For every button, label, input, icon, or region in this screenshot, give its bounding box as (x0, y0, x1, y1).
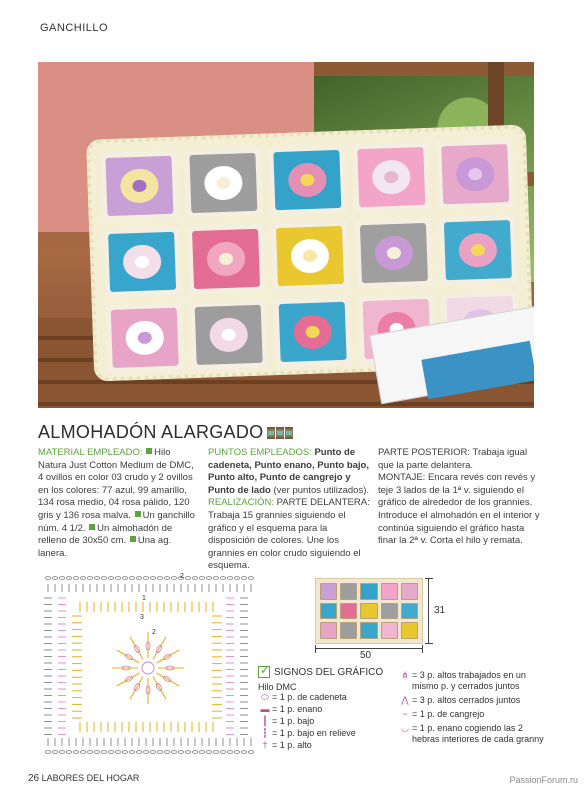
legend-item (398, 670, 544, 692)
cushion-text: Un almohadón de relleno de 30x50 cm. (38, 522, 173, 547)
chain-mark (80, 751, 85, 754)
granny-square (103, 227, 181, 298)
granny-flower (288, 163, 327, 198)
granny-flower (125, 320, 164, 355)
legend-title-text: SIGNOS DEL GRÁFICO (274, 666, 384, 678)
chain-mark (241, 577, 246, 580)
realization-label: REALIZACIÓN: (208, 497, 274, 509)
chain-mark (87, 751, 92, 754)
granny-center (138, 332, 152, 345)
scheme-cell (320, 603, 337, 620)
width-dimension-line (315, 648, 423, 649)
granny-ring (444, 220, 512, 280)
granny-ring (360, 223, 428, 283)
chain-mark (45, 751, 50, 754)
article-title: ALMOHADÓN ALARGADO (38, 422, 264, 442)
needle-text: Una ag. lanera. (38, 535, 172, 559)
materials-column (38, 447, 198, 560)
granny-square (436, 139, 514, 210)
petal-mark (130, 637, 143, 660)
legend-text: = 1 p. alto (272, 740, 312, 750)
granny-flower (209, 317, 248, 352)
chain-mark (234, 751, 239, 754)
relief-stitch-icon: ┇ (262, 728, 268, 738)
legend-item (258, 716, 378, 727)
chain-stitch-icon: ⬭ (261, 692, 269, 702)
height-dimension-label: 31 (434, 605, 446, 616)
chain-mark (66, 577, 71, 580)
spool-icon (285, 427, 293, 439)
round-label: 1 (142, 595, 146, 602)
granny-center (300, 174, 314, 187)
check-icon (258, 666, 270, 678)
petal-mark (117, 673, 140, 686)
granny-square (273, 297, 351, 368)
spool-icon (267, 427, 275, 439)
hook-text: Un ganchillo núm. 4 1/2. (38, 509, 195, 534)
section-tag: GANCHILLO (40, 22, 109, 34)
scheme-cell (360, 603, 377, 620)
chain-mark (94, 577, 99, 580)
chain-mark (150, 577, 155, 580)
legend-text: = 1 p. enano cogiendo las 2 hebras interiores de cada granny (412, 723, 544, 744)
scheme-cell (340, 603, 357, 620)
granny-ring (357, 147, 425, 207)
granny-center (471, 244, 485, 257)
scheme-cell (340, 622, 357, 639)
materials-text: Hilo Natura Just Cotton Medium de DMC, 4 ovillos en color 03 crudo y 2 ovillos en los colores: 77 azul, 99 amarillo, 134 rosa medio, 04 rosa pálido, 120 gris y 136 rosa malva. (38, 447, 194, 521)
chain-mark (199, 577, 204, 580)
chain-mark (185, 577, 190, 580)
chain-mark (59, 577, 64, 580)
difficulty-icon (267, 427, 293, 439)
chain-mark (227, 577, 232, 580)
scheme-cell (381, 622, 398, 639)
single-crochet-icon: ┃ (262, 716, 268, 726)
granny-center (387, 247, 401, 260)
stitches-note: (ver puntos utilizados). (273, 484, 370, 496)
scheme-cell (401, 603, 418, 620)
chain-mark (157, 577, 162, 580)
stitches-column (208, 447, 370, 573)
magazine-name: LABORES DEL HOGAR (41, 773, 140, 783)
chain-mark (164, 577, 169, 580)
granny-center (306, 326, 320, 339)
article-title-row (38, 422, 293, 443)
granny-flower (456, 157, 495, 192)
cluster-icon: ⋔ (401, 670, 409, 680)
granny-center (219, 253, 233, 266)
granny-square (352, 142, 430, 213)
granny-center (384, 171, 398, 184)
bullet-icon (89, 524, 95, 530)
crochet-chart (40, 572, 280, 760)
chain-mark (241, 751, 246, 754)
legend-item (398, 695, 544, 706)
chain-mark (101, 577, 106, 580)
legend-text: = 3 p. altos trabajados en un mismo p. y cerrados juntos (412, 670, 526, 691)
chain-mark (87, 577, 92, 580)
chain-mark (45, 577, 50, 580)
center-ring (142, 662, 154, 674)
chain-mark (73, 577, 78, 580)
chain-mark (185, 751, 190, 754)
chain-mark (171, 577, 176, 580)
assembly-column (378, 447, 544, 548)
petal-mark (153, 637, 166, 660)
chain-mark (150, 751, 155, 754)
scheme-cell (360, 622, 377, 639)
chain-mark (213, 751, 218, 754)
chain-mark (227, 751, 232, 754)
granny-square (187, 224, 265, 295)
chain-mark (206, 577, 211, 580)
join-stitch-icon: ◡ (401, 723, 409, 733)
scheme-cell (401, 583, 418, 600)
granny-flower (120, 168, 159, 203)
chain-mark (52, 577, 57, 580)
granny-ring (192, 229, 260, 289)
legend-item (398, 709, 544, 720)
scheme-cell (381, 583, 398, 600)
scheme-cell (320, 583, 337, 600)
legend-text: = 1 p. bajo en relieve (272, 728, 356, 738)
chain-mark (220, 577, 225, 580)
petal-mark (153, 677, 166, 700)
stitches-label: PUNTOS EMPLEADOS: (208, 447, 312, 458)
legend-item (398, 723, 544, 745)
chain-mark (199, 751, 204, 754)
petal-mark (130, 677, 143, 700)
legend-text: = 1 p. de cadeneta (272, 692, 347, 702)
granny-center (132, 180, 146, 193)
granny-square (268, 145, 346, 216)
scheme-cell (381, 603, 398, 620)
granny-ring (276, 226, 344, 286)
front-text: Trabaja 15 grannies siguiendo el gráfico y el esquema para la disposición de colores. Une los grannies en color crudo siguiendo el esquema. (208, 509, 361, 572)
granny-ring (441, 144, 509, 204)
chain-mark (129, 751, 134, 754)
chain-mark (122, 751, 127, 754)
granny-square (100, 151, 178, 222)
granny-flower (372, 160, 411, 195)
granny-ring (108, 232, 176, 292)
chain-mark (115, 751, 120, 754)
legend-item (258, 704, 378, 715)
front-label: PARTE DELANTERA: (276, 497, 370, 509)
granny-square (106, 303, 184, 374)
granny-flower (293, 314, 332, 349)
chain-mark (94, 751, 99, 754)
chain-mark (213, 577, 218, 580)
granny-ring (111, 308, 179, 368)
chain-mark (108, 577, 113, 580)
legend-text: = 1 p. bajo (272, 716, 315, 726)
petal-mark (157, 673, 180, 686)
chain-mark (143, 751, 148, 754)
chain-mark (52, 751, 57, 754)
chain-mark (178, 751, 183, 754)
granny-flower (204, 166, 243, 201)
granny-flower (290, 239, 329, 274)
crab-stitch-icon: ~ (402, 709, 408, 719)
chain-mark (220, 751, 225, 754)
scheme-cell (320, 622, 337, 639)
chain-mark (234, 577, 239, 580)
chain-mark (101, 751, 106, 754)
width-dimension-label: 50 (360, 650, 372, 661)
slip-stitch-icon: ▬ (260, 704, 270, 714)
granny-flower (374, 236, 413, 271)
page-footer (28, 773, 139, 784)
granny-ring (105, 156, 173, 216)
legend-title (258, 666, 383, 678)
granny-ring (189, 153, 257, 213)
granny-square (184, 148, 262, 219)
chain-mark (122, 577, 127, 580)
bullet-icon (146, 448, 152, 454)
chain-mark (108, 751, 113, 754)
round-label: 2 (180, 573, 184, 580)
watermark: PassionForum.ru (509, 775, 578, 785)
legend-left (258, 692, 378, 752)
double-crochet-icon: † (262, 740, 268, 750)
granny-square (355, 218, 433, 289)
granny-ring (195, 305, 263, 365)
granny-center (303, 250, 317, 263)
spool-icon (276, 427, 284, 439)
chain-mark (192, 577, 197, 580)
chain-mark (157, 751, 162, 754)
granny-square (439, 215, 517, 286)
granny-flower (122, 244, 161, 279)
back-text: PARTE POSTERIOR: Trabaja igual que la parte delantera. (378, 447, 528, 471)
chain-mark (73, 751, 78, 754)
decrease-icon: ⋀ (401, 695, 409, 705)
stitches-list: Punto de cadeneta, Punto enano, Punto bajo, Punto alto, Punto de cangrejo y Punto de lado (208, 447, 369, 496)
legend-text: = 1 p. enano (272, 704, 323, 714)
chain-mark (206, 751, 211, 754)
chain-mark (129, 577, 134, 580)
petal-mark (157, 650, 180, 663)
petal-mark (117, 650, 140, 663)
legend-text: = 3 p. altos cerrados juntos (412, 695, 521, 705)
granny-ring (273, 150, 341, 210)
scheme-cell (340, 583, 357, 600)
granny-ring (279, 302, 347, 362)
bullet-icon (135, 511, 141, 517)
chain-mark (143, 577, 148, 580)
chain-mark (171, 751, 176, 754)
bullet-icon (130, 536, 136, 542)
scheme-cell (360, 583, 377, 600)
round-label: 3 (140, 614, 144, 621)
granny-flower (458, 233, 497, 268)
legend-text: = 1 p. de cangrejo (412, 709, 485, 719)
chain-mark (136, 577, 141, 580)
chain-mark (192, 751, 197, 754)
granny-center (216, 177, 230, 190)
granny-square (190, 300, 268, 371)
granny-center (135, 256, 149, 269)
chain-mark (115, 577, 120, 580)
assembly-text: MONTAJE: Encara revés con revés y teje 3 lados de la 1ª v. siguiendo el gráfico de alrededor de los grannies. Introduce el almohadón en el interior y continúa siguiendo el gráfico hasta finar la 2ª v. Corta el hilo y remata. (378, 472, 540, 547)
chain-mark (80, 577, 85, 580)
granny-center (222, 329, 236, 342)
scheme-cell (401, 622, 418, 639)
pillow-photo (38, 62, 534, 408)
page-number: 26 (28, 773, 40, 784)
round-label: 2 (152, 629, 156, 636)
legend-subtitle: Hilo DMC (258, 682, 297, 692)
materials-label: MATERIAL EMPLEADO: (38, 447, 143, 458)
color-layout-scheme (315, 578, 423, 644)
chain-mark (59, 751, 64, 754)
chain-mark (66, 751, 71, 754)
legend-item (258, 692, 378, 703)
granny-square (271, 221, 349, 292)
granny-flower (206, 241, 245, 276)
legend-item (258, 740, 378, 751)
legend-right (398, 670, 544, 748)
chain-mark (136, 751, 141, 754)
chain-mark (164, 751, 169, 754)
legend-item (258, 728, 378, 739)
chain-mark (248, 751, 253, 754)
chain-mark (248, 577, 253, 580)
granny-center (468, 168, 482, 181)
